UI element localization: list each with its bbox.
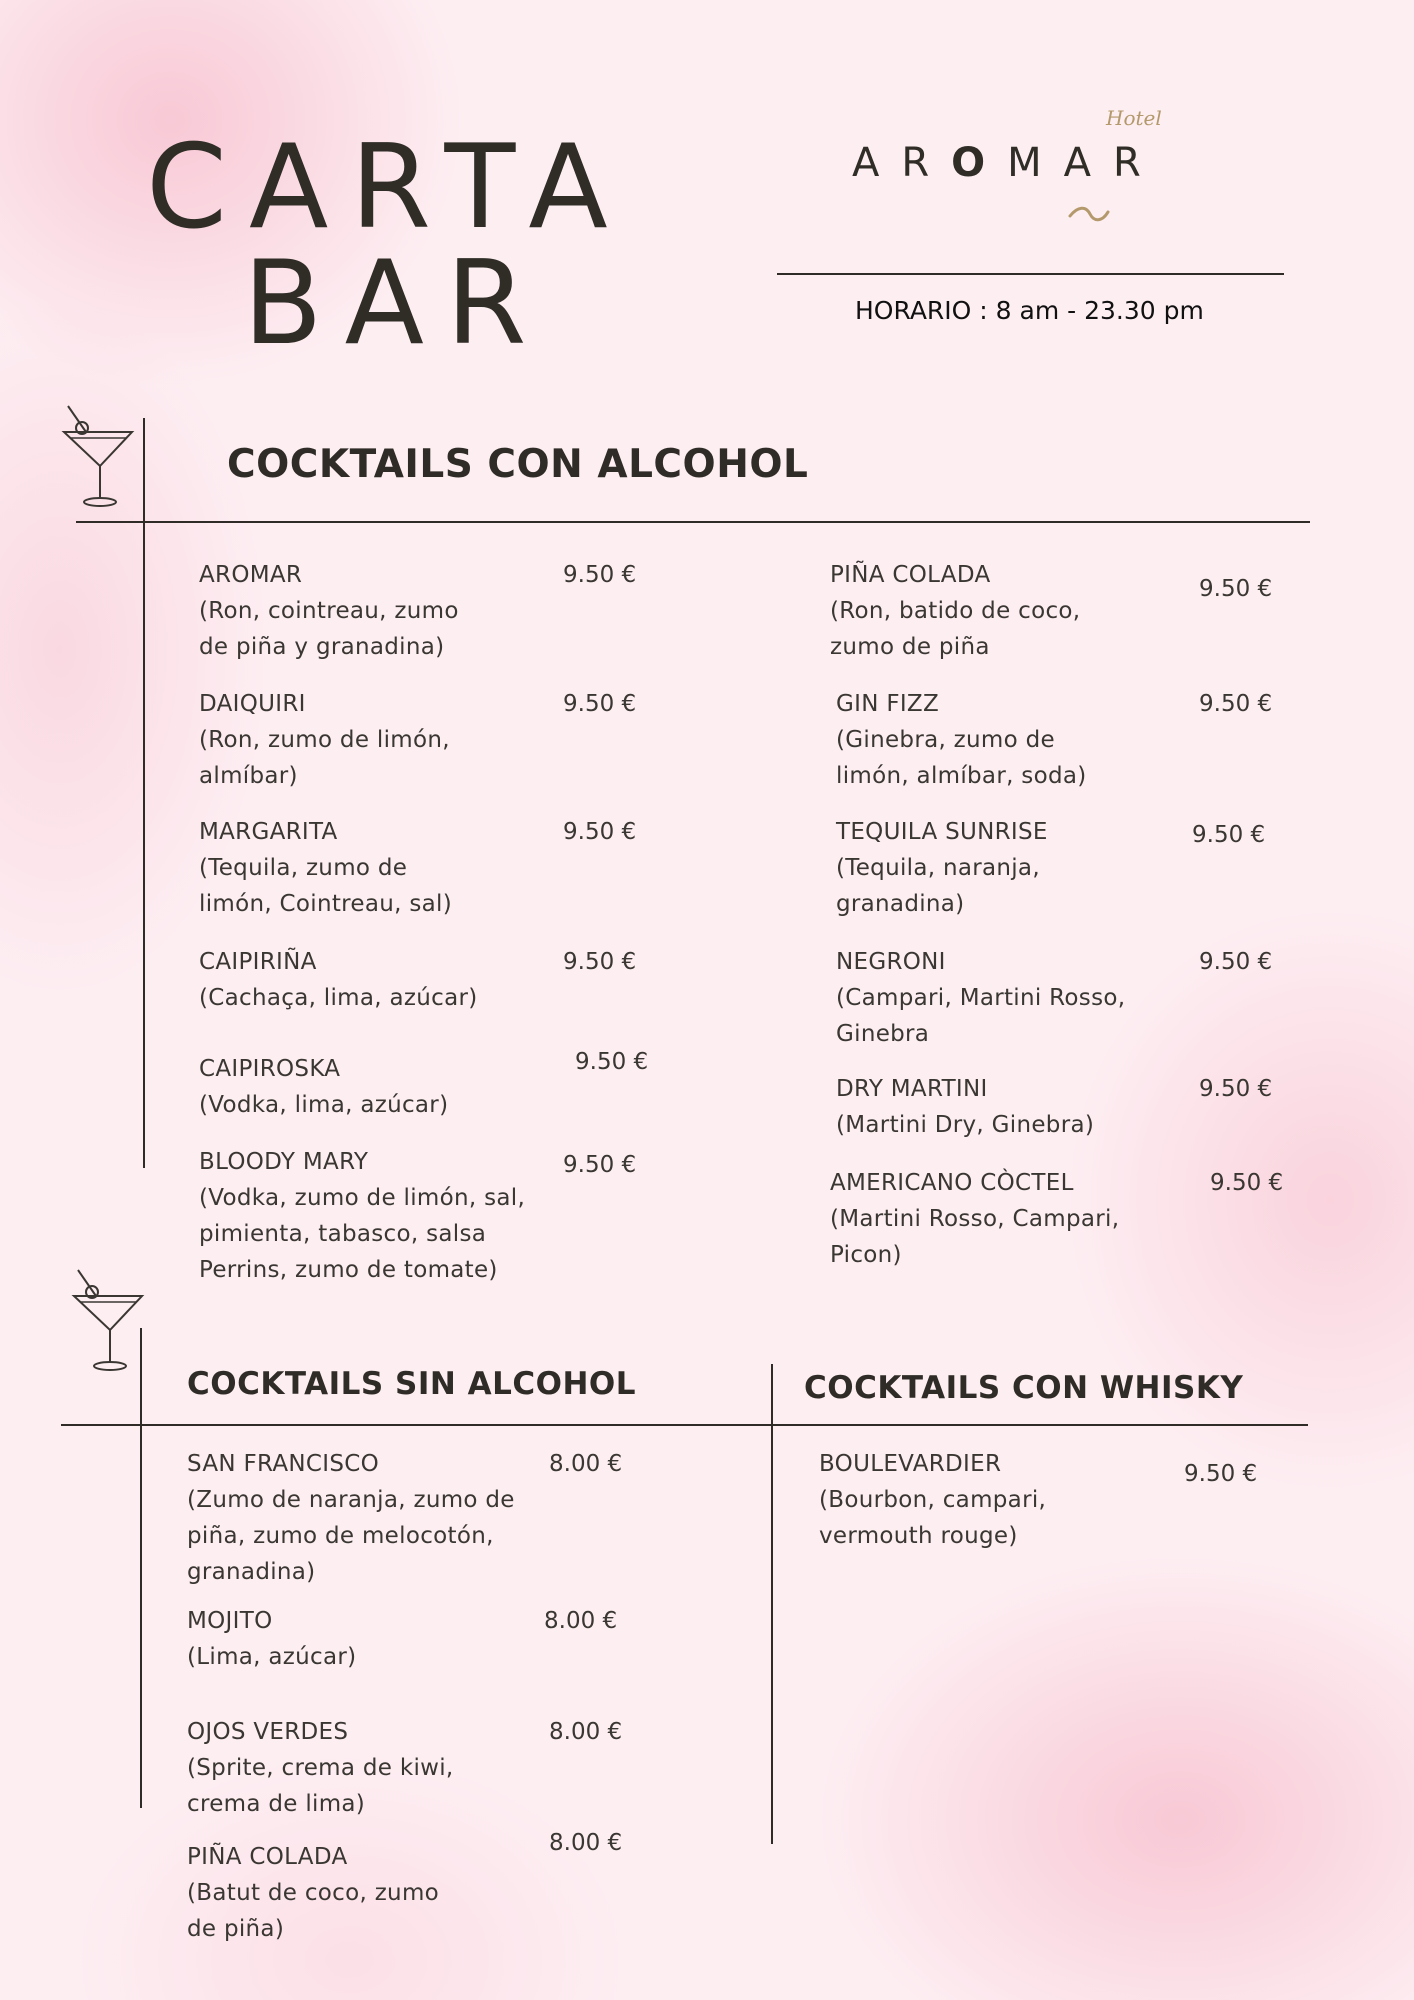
menu-item-daiquiri: DAIQUIRI (Ron, zumo de limón, almíbar) bbox=[199, 691, 450, 789]
item-price: 9.50 € bbox=[1199, 576, 1273, 602]
menu-item-americano-coctel: AMERICANO CÒCTEL (Martini Rosso, Campari, Picon) bbox=[830, 1170, 1120, 1268]
menu-item-pina-colada: PIÑA COLADA (Ron, batido de coco, zumo de piña bbox=[830, 562, 1081, 660]
item-price: 9.50 € bbox=[563, 562, 637, 588]
section-title-sin-alcohol: COCKTAILS SIN ALCOHOL bbox=[187, 1366, 637, 1402]
brand-part-2: MAR bbox=[1007, 140, 1163, 186]
menu-item-gin-fizz: GIN FIZZ (Ginebra, zumo de limón, almíbar, soda) bbox=[836, 691, 1087, 789]
menu-item-aromar: AROMAR (Ron, cointreau, zumo de piña y granadina) bbox=[199, 562, 459, 660]
item-price: 9.50 € bbox=[1199, 1076, 1273, 1102]
section-vertical-rule bbox=[140, 1328, 142, 1808]
header-divider bbox=[777, 273, 1284, 275]
item-price: 9.50 € bbox=[1199, 949, 1273, 975]
item-price: 9.50 € bbox=[1199, 691, 1273, 717]
section-title-con-whisky: COCKTAILS CON WHISKY bbox=[804, 1370, 1244, 1406]
item-price: 9.50 € bbox=[563, 819, 637, 845]
menu-item-ojos-verdes: OJOS VERDES (Sprite, crema de kiwi, crema de lima) bbox=[187, 1719, 454, 1817]
item-price: 9.50 € bbox=[563, 949, 637, 975]
item-price: 9.50 € bbox=[1184, 1461, 1258, 1487]
section-vertical-rule bbox=[143, 418, 145, 1168]
section-horizontal-rule bbox=[61, 1424, 1308, 1426]
menu-item-mojito: MOJITO (Lima, azúcar) bbox=[187, 1608, 357, 1670]
item-price: 9.50 € bbox=[563, 1152, 637, 1178]
column-divider bbox=[771, 1364, 773, 1844]
menu-item-caipiroska: CAIPIROSKA (Vodka, lima, azúcar) bbox=[199, 1056, 449, 1118]
item-price: 9.50 € bbox=[1192, 822, 1266, 848]
brand-bold: O bbox=[951, 140, 1008, 186]
item-price: 8.00 € bbox=[544, 1608, 618, 1634]
brand-part-1: AR bbox=[852, 140, 952, 186]
menu-item-negroni: NEGRONI (Campari, Martini Rosso, Ginebra bbox=[836, 949, 1126, 1047]
title-carta: CARTA bbox=[146, 120, 630, 255]
menu-item-dry-martini: DRY MARTINI (Martini Dry, Ginebra) bbox=[836, 1076, 1095, 1138]
menu-item-margarita: MARGARITA (Tequila, zumo de limón, Cointreau, sal) bbox=[199, 819, 453, 917]
hotel-label: Hotel bbox=[1106, 106, 1162, 130]
item-price: 8.00 € bbox=[549, 1719, 623, 1745]
item-price: 9.50 € bbox=[563, 691, 637, 717]
menu-item-boulevardier: BOULEVARDIER (Bourbon, campari, vermouth rouge) bbox=[819, 1451, 1047, 1549]
item-price: 9.50 € bbox=[575, 1049, 649, 1075]
section-horizontal-rule bbox=[76, 521, 1310, 523]
title-bar: BAR bbox=[243, 236, 549, 371]
martini-glass-icon bbox=[60, 402, 136, 510]
menu-item-caipirina: CAIPIRIÑA (Cachaça, lima, azúcar) bbox=[199, 949, 478, 1011]
item-price: 8.00 € bbox=[549, 1830, 623, 1856]
menu-item-san-francisco: SAN FRANCISCO (Zumo de naranja, zumo de piña, zumo de melocotón, granadina) bbox=[187, 1451, 515, 1585]
item-price: 8.00 € bbox=[549, 1451, 623, 1477]
menu-item-bloody-mary: BLOODY MARY (Vodka, zumo de limón, sal, pimienta, tabasco, salsa Perrins, zumo de tomate) bbox=[199, 1149, 526, 1283]
opening-hours: HORARIO : 8 am - 23.30 pm bbox=[855, 296, 1204, 325]
martini-glass-icon bbox=[70, 1266, 146, 1374]
menu-item-pina-colada-sin: PIÑA COLADA (Batut de coco, zumo de piña) bbox=[187, 1844, 440, 1942]
menu-item-tequila-sunrise: TEQUILA SUNRISE (Tequila, naranja, granadina) bbox=[836, 819, 1048, 917]
wave-icon bbox=[1068, 204, 1110, 224]
item-price: 9.50 € bbox=[1210, 1170, 1284, 1196]
section-title-con-alcohol: COCKTAILS CON ALCOHOL bbox=[227, 442, 809, 487]
brand-logo bbox=[852, 140, 1163, 186]
